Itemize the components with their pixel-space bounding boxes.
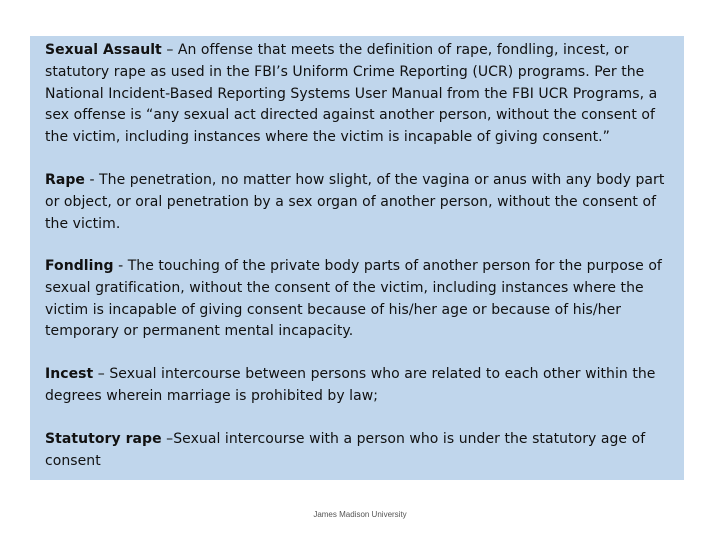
definition-text: - The touching of the private body parts of another person for the purpose of sexual gratification, without the consent of the victim, including instances where the victim is incapable of giving consent because of his/her age or because of his/her temporary or permanent mental incapacity. [45,258,662,340]
definition-text: –Sexual intercourse with a person who is under the statutory age of consent [45,431,646,469]
definition-text: – Sexual intercourse between persons who are related to each other within the degrees wherein marriage is prohibited by law; [45,366,656,404]
definition-text: – An offense that meets the definition of rape, fondling, incest, or statutory rape as used in the FBI’s Uniform Crime Reporting (UCR) programs. Per the National Incident-Based Reporting Systems User Manual from the FBI UCR Programs, a sex offense is “any sexual act directed against another person, without the consent of the victim, including instances where the victim is incapable of giving consent.” [45,42,658,146]
definition-fondling [45,256,679,343]
definition-term: Sexual Assault [45,42,162,58]
definition-incest [45,364,679,408]
definition-sexual-assault [45,40,679,149]
definition-term: Rape [45,172,85,188]
definition-text: - The penetration, no matter how slight, of the vagina or anus with any body part or object, or oral penetration by a sex organ of another person, without the consent of the victim. [45,172,665,232]
definitions-box [30,36,684,480]
footer-institution: James Madison University [313,510,407,519]
definition-term: Fondling [45,258,114,274]
definition-term: Incest [45,366,94,382]
definition-statutory-rape [45,429,679,473]
definition-term: Statutory rape [45,431,162,447]
definition-rape [45,170,679,235]
